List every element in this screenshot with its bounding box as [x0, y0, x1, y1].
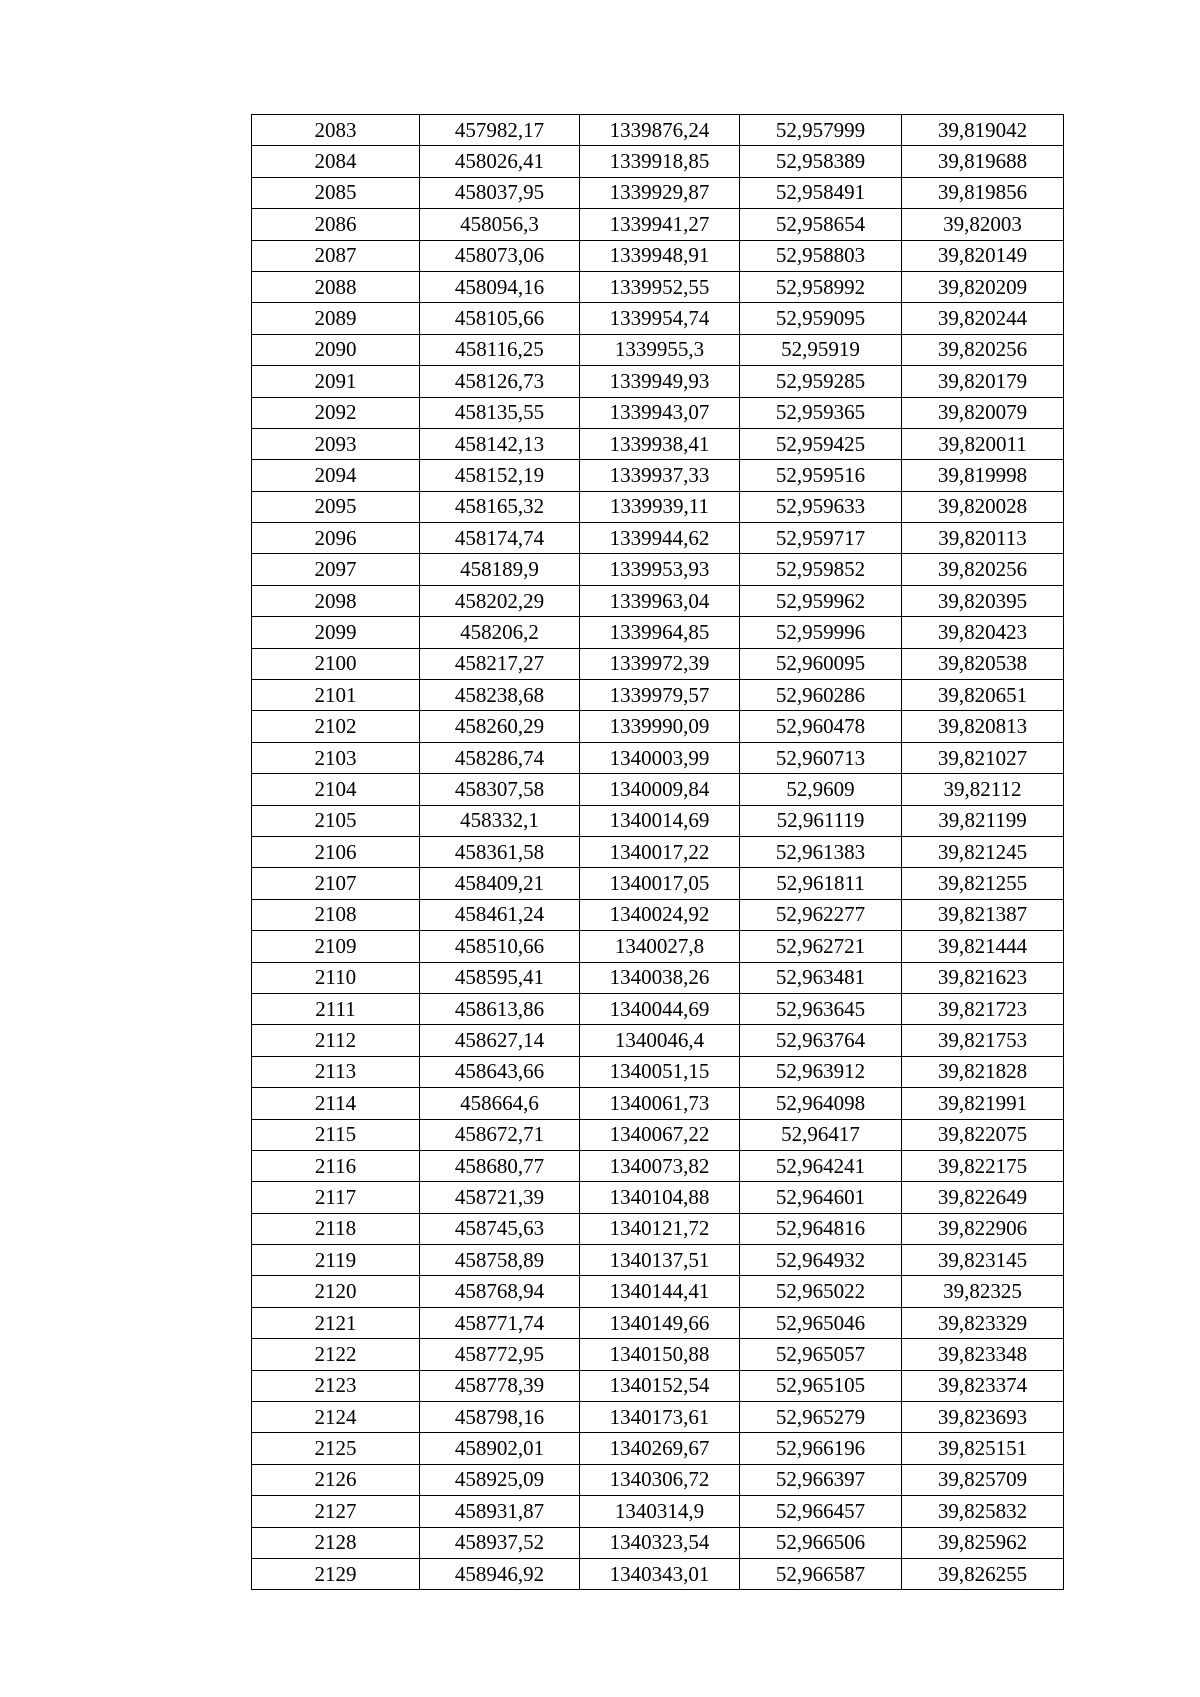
y-coordinate-cell: 1339954,74	[580, 303, 740, 334]
longitude-cell: 39,821991	[902, 1088, 1064, 1119]
x-coordinate-cell: 458307,58	[420, 774, 580, 805]
longitude-cell: 39,821623	[902, 962, 1064, 993]
x-coordinate-cell: 458613,86	[420, 993, 580, 1024]
point-number-cell: 2116	[252, 1150, 420, 1181]
longitude-cell: 39,821245	[902, 836, 1064, 867]
x-coordinate-cell: 458126,73	[420, 366, 580, 397]
point-number-cell: 2086	[252, 209, 420, 240]
point-number-cell: 2105	[252, 805, 420, 836]
longitude-cell: 39,820149	[902, 240, 1064, 271]
latitude-cell: 52,965279	[740, 1402, 902, 1433]
y-coordinate-cell: 1340104,88	[580, 1182, 740, 1213]
longitude-cell: 39,826255	[902, 1558, 1064, 1589]
longitude-cell: 39,825709	[902, 1464, 1064, 1495]
latitude-cell: 52,963481	[740, 962, 902, 993]
latitude-cell: 52,966196	[740, 1433, 902, 1464]
table-row	[252, 146, 1064, 177]
table-row	[252, 271, 1064, 302]
table-row	[252, 585, 1064, 616]
y-coordinate-cell: 1340009,84	[580, 774, 740, 805]
x-coordinate-cell: 458510,66	[420, 931, 580, 962]
longitude-cell: 39,825151	[902, 1433, 1064, 1464]
x-coordinate-cell: 458925,09	[420, 1464, 580, 1495]
point-number-cell: 2094	[252, 460, 420, 491]
y-coordinate-cell: 1340027,8	[580, 931, 740, 962]
x-coordinate-cell: 458152,19	[420, 460, 580, 491]
longitude-cell: 39,820179	[902, 366, 1064, 397]
table-row	[252, 334, 1064, 365]
x-coordinate-cell: 458332,1	[420, 805, 580, 836]
latitude-cell: 52,957999	[740, 115, 902, 146]
longitude-cell: 39,823329	[902, 1307, 1064, 1338]
table-row	[252, 177, 1064, 208]
x-coordinate-cell: 458595,41	[420, 962, 580, 993]
point-number-cell: 2097	[252, 554, 420, 585]
table-row	[252, 1464, 1064, 1495]
point-number-cell: 2114	[252, 1088, 420, 1119]
table-row	[252, 1119, 1064, 1150]
point-number-cell: 2119	[252, 1245, 420, 1276]
table-row	[252, 836, 1064, 867]
table-row	[252, 397, 1064, 428]
latitude-cell: 52,958491	[740, 177, 902, 208]
table-row	[252, 428, 1064, 459]
latitude-cell: 52,964098	[740, 1088, 902, 1119]
point-number-cell: 2099	[252, 617, 420, 648]
longitude-cell: 39,820028	[902, 491, 1064, 522]
x-coordinate-cell: 458094,16	[420, 271, 580, 302]
latitude-cell: 52,961383	[740, 836, 902, 867]
latitude-cell: 52,963645	[740, 993, 902, 1024]
point-number-cell: 2102	[252, 711, 420, 742]
point-number-cell: 2095	[252, 491, 420, 522]
table-row	[252, 1307, 1064, 1338]
table-row	[252, 680, 1064, 711]
longitude-cell: 39,822906	[902, 1213, 1064, 1244]
latitude-cell: 52,959633	[740, 491, 902, 522]
y-coordinate-cell: 1339929,87	[580, 177, 740, 208]
y-coordinate-cell: 1340017,22	[580, 836, 740, 867]
table-row	[252, 554, 1064, 585]
longitude-cell: 39,819856	[902, 177, 1064, 208]
y-coordinate-cell: 1340149,66	[580, 1307, 740, 1338]
point-number-cell: 2084	[252, 146, 420, 177]
longitude-cell: 39,820651	[902, 680, 1064, 711]
point-number-cell: 2087	[252, 240, 420, 271]
point-number-cell: 2083	[252, 115, 420, 146]
y-coordinate-cell: 1339963,04	[580, 585, 740, 616]
longitude-cell: 39,820011	[902, 428, 1064, 459]
point-number-cell: 2091	[252, 366, 420, 397]
point-number-cell: 2115	[252, 1119, 420, 1150]
point-number-cell: 2101	[252, 680, 420, 711]
y-coordinate-cell: 1340314,9	[580, 1496, 740, 1527]
y-coordinate-cell: 1340121,72	[580, 1213, 740, 1244]
x-coordinate-cell: 458174,74	[420, 523, 580, 554]
table-row	[252, 742, 1064, 773]
latitude-cell: 52,959095	[740, 303, 902, 334]
latitude-cell: 52,966506	[740, 1527, 902, 1558]
latitude-cell: 52,959365	[740, 397, 902, 428]
table-row	[252, 868, 1064, 899]
latitude-cell: 52,960286	[740, 680, 902, 711]
table-row	[252, 209, 1064, 240]
x-coordinate-cell: 458931,87	[420, 1496, 580, 1527]
y-coordinate-cell: 1340051,15	[580, 1056, 740, 1087]
y-coordinate-cell: 1340044,69	[580, 993, 740, 1024]
x-coordinate-cell: 458758,89	[420, 1245, 580, 1276]
y-coordinate-cell: 1340003,99	[580, 742, 740, 773]
longitude-cell: 39,823348	[902, 1339, 1064, 1370]
latitude-cell: 52,958803	[740, 240, 902, 271]
longitude-cell: 39,819998	[902, 460, 1064, 491]
table-row	[252, 366, 1064, 397]
point-number-cell: 2104	[252, 774, 420, 805]
coordinates-table	[251, 114, 1064, 1590]
point-number-cell: 2113	[252, 1056, 420, 1087]
latitude-cell: 52,959717	[740, 523, 902, 554]
y-coordinate-cell: 1339937,33	[580, 460, 740, 491]
point-number-cell: 2112	[252, 1025, 420, 1056]
x-coordinate-cell: 458202,29	[420, 585, 580, 616]
y-coordinate-cell: 1339939,11	[580, 491, 740, 522]
table-row	[252, 899, 1064, 930]
table-row	[252, 962, 1064, 993]
x-coordinate-cell: 458286,74	[420, 742, 580, 773]
longitude-cell: 39,820209	[902, 271, 1064, 302]
y-coordinate-cell: 1339943,07	[580, 397, 740, 428]
table-row	[252, 1527, 1064, 1558]
longitude-cell: 39,821027	[902, 742, 1064, 773]
y-coordinate-cell: 1340173,61	[580, 1402, 740, 1433]
table-row	[252, 1276, 1064, 1307]
coordinates-table-body	[252, 115, 1064, 1590]
longitude-cell: 39,821387	[902, 899, 1064, 930]
x-coordinate-cell: 458056,3	[420, 209, 580, 240]
point-number-cell: 2107	[252, 868, 420, 899]
y-coordinate-cell: 1340014,69	[580, 805, 740, 836]
point-number-cell: 2098	[252, 585, 420, 616]
point-number-cell: 2121	[252, 1307, 420, 1338]
y-coordinate-cell: 1339918,85	[580, 146, 740, 177]
y-coordinate-cell: 1339953,93	[580, 554, 740, 585]
y-coordinate-cell: 1340269,67	[580, 1433, 740, 1464]
table-row	[252, 931, 1064, 962]
point-number-cell: 2093	[252, 428, 420, 459]
x-coordinate-cell: 458672,71	[420, 1119, 580, 1150]
table-row	[252, 1056, 1064, 1087]
longitude-cell: 39,821753	[902, 1025, 1064, 1056]
point-number-cell: 2092	[252, 397, 420, 428]
table-row	[252, 805, 1064, 836]
point-number-cell: 2106	[252, 836, 420, 867]
longitude-cell: 39,821828	[902, 1056, 1064, 1087]
x-coordinate-cell: 458238,68	[420, 680, 580, 711]
longitude-cell: 39,822075	[902, 1119, 1064, 1150]
table-row	[252, 774, 1064, 805]
longitude-cell: 39,82325	[902, 1276, 1064, 1307]
latitude-cell: 52,966457	[740, 1496, 902, 1527]
latitude-cell: 52,965105	[740, 1370, 902, 1401]
table-row	[252, 648, 1064, 679]
x-coordinate-cell: 458680,77	[420, 1150, 580, 1181]
longitude-cell: 39,821255	[902, 868, 1064, 899]
table-row	[252, 491, 1064, 522]
table-row	[252, 1213, 1064, 1244]
longitude-cell: 39,821199	[902, 805, 1064, 836]
x-coordinate-cell: 458643,66	[420, 1056, 580, 1087]
x-coordinate-cell: 458142,13	[420, 428, 580, 459]
x-coordinate-cell: 458798,16	[420, 1402, 580, 1433]
x-coordinate-cell: 458771,74	[420, 1307, 580, 1338]
y-coordinate-cell: 1340061,73	[580, 1088, 740, 1119]
point-number-cell: 2110	[252, 962, 420, 993]
x-coordinate-cell: 458189,9	[420, 554, 580, 585]
longitude-cell: 39,823145	[902, 1245, 1064, 1276]
y-coordinate-cell: 1340038,26	[580, 962, 740, 993]
longitude-cell: 39,820244	[902, 303, 1064, 334]
table-row	[252, 1150, 1064, 1181]
table-row	[252, 1370, 1064, 1401]
x-coordinate-cell: 458461,24	[420, 899, 580, 930]
point-number-cell: 2128	[252, 1527, 420, 1558]
y-coordinate-cell: 1340343,01	[580, 1558, 740, 1589]
latitude-cell: 52,964816	[740, 1213, 902, 1244]
latitude-cell: 52,964932	[740, 1245, 902, 1276]
table-row	[252, 1402, 1064, 1433]
longitude-cell: 39,820079	[902, 397, 1064, 428]
y-coordinate-cell: 1339964,85	[580, 617, 740, 648]
y-coordinate-cell: 1339948,91	[580, 240, 740, 271]
latitude-cell: 52,964241	[740, 1150, 902, 1181]
latitude-cell: 52,959285	[740, 366, 902, 397]
point-number-cell: 2103	[252, 742, 420, 773]
latitude-cell: 52,961119	[740, 805, 902, 836]
longitude-cell: 39,823374	[902, 1370, 1064, 1401]
y-coordinate-cell: 1340073,82	[580, 1150, 740, 1181]
y-coordinate-cell: 1340150,88	[580, 1339, 740, 1370]
longitude-cell: 39,820538	[902, 648, 1064, 679]
longitude-cell: 39,82003	[902, 209, 1064, 240]
table-row	[252, 1088, 1064, 1119]
y-coordinate-cell: 1339941,27	[580, 209, 740, 240]
longitude-cell: 39,819688	[902, 146, 1064, 177]
x-coordinate-cell: 458165,32	[420, 491, 580, 522]
longitude-cell: 39,821723	[902, 993, 1064, 1024]
x-coordinate-cell: 458105,66	[420, 303, 580, 334]
latitude-cell: 52,962721	[740, 931, 902, 962]
table-row	[252, 1182, 1064, 1213]
x-coordinate-cell: 458409,21	[420, 868, 580, 899]
table-row	[252, 711, 1064, 742]
longitude-cell: 39,820113	[902, 523, 1064, 554]
latitude-cell: 52,959516	[740, 460, 902, 491]
point-number-cell: 2090	[252, 334, 420, 365]
point-number-cell: 2129	[252, 1558, 420, 1589]
y-coordinate-cell: 1340067,22	[580, 1119, 740, 1150]
latitude-cell: 52,959425	[740, 428, 902, 459]
y-coordinate-cell: 1340017,05	[580, 868, 740, 899]
x-coordinate-cell: 458902,01	[420, 1433, 580, 1464]
point-number-cell: 2123	[252, 1370, 420, 1401]
longitude-cell: 39,822649	[902, 1182, 1064, 1213]
latitude-cell: 52,959996	[740, 617, 902, 648]
latitude-cell: 52,961811	[740, 868, 902, 899]
x-coordinate-cell: 458664,6	[420, 1088, 580, 1119]
y-coordinate-cell: 1340306,72	[580, 1464, 740, 1495]
longitude-cell: 39,82112	[902, 774, 1064, 805]
y-coordinate-cell: 1339952,55	[580, 271, 740, 302]
latitude-cell: 52,958654	[740, 209, 902, 240]
latitude-cell: 52,965057	[740, 1339, 902, 1370]
table-row	[252, 1245, 1064, 1276]
table-row	[252, 460, 1064, 491]
latitude-cell: 52,963764	[740, 1025, 902, 1056]
x-coordinate-cell: 458721,39	[420, 1182, 580, 1213]
x-coordinate-cell: 458026,41	[420, 146, 580, 177]
y-coordinate-cell: 1340137,51	[580, 1245, 740, 1276]
table-row	[252, 523, 1064, 554]
point-number-cell: 2089	[252, 303, 420, 334]
longitude-cell: 39,823693	[902, 1402, 1064, 1433]
point-number-cell: 2096	[252, 523, 420, 554]
x-coordinate-cell: 458768,94	[420, 1276, 580, 1307]
point-number-cell: 2125	[252, 1433, 420, 1464]
table-row	[252, 1025, 1064, 1056]
longitude-cell: 39,825832	[902, 1496, 1064, 1527]
point-number-cell: 2126	[252, 1464, 420, 1495]
table-row	[252, 115, 1064, 146]
table-row	[252, 240, 1064, 271]
y-coordinate-cell: 1339876,24	[580, 115, 740, 146]
y-coordinate-cell: 1339990,09	[580, 711, 740, 742]
point-number-cell: 2124	[252, 1402, 420, 1433]
y-coordinate-cell: 1340144,41	[580, 1276, 740, 1307]
table-row	[252, 1558, 1064, 1589]
x-coordinate-cell: 458116,25	[420, 334, 580, 365]
latitude-cell: 52,96417	[740, 1119, 902, 1150]
longitude-cell: 39,820256	[902, 334, 1064, 365]
y-coordinate-cell: 1340024,92	[580, 899, 740, 930]
x-coordinate-cell: 458260,29	[420, 711, 580, 742]
latitude-cell: 52,963912	[740, 1056, 902, 1087]
longitude-cell: 39,820423	[902, 617, 1064, 648]
x-coordinate-cell: 458627,14	[420, 1025, 580, 1056]
table-row	[252, 1496, 1064, 1527]
x-coordinate-cell: 458946,92	[420, 1558, 580, 1589]
table-row	[252, 1433, 1064, 1464]
longitude-cell: 39,822175	[902, 1150, 1064, 1181]
longitude-cell: 39,820813	[902, 711, 1064, 742]
table-row	[252, 303, 1064, 334]
x-coordinate-cell: 458361,58	[420, 836, 580, 867]
y-coordinate-cell: 1339972,39	[580, 648, 740, 679]
x-coordinate-cell: 458745,63	[420, 1213, 580, 1244]
latitude-cell: 52,958992	[740, 271, 902, 302]
table-row	[252, 993, 1064, 1024]
latitude-cell: 52,960095	[740, 648, 902, 679]
point-number-cell: 2109	[252, 931, 420, 962]
x-coordinate-cell: 458037,95	[420, 177, 580, 208]
x-coordinate-cell: 458937,52	[420, 1527, 580, 1558]
x-coordinate-cell: 458778,39	[420, 1370, 580, 1401]
point-number-cell: 2111	[252, 993, 420, 1024]
longitude-cell: 39,820256	[902, 554, 1064, 585]
x-coordinate-cell: 458206,2	[420, 617, 580, 648]
point-number-cell: 2120	[252, 1276, 420, 1307]
point-number-cell: 2085	[252, 177, 420, 208]
point-number-cell: 2108	[252, 899, 420, 930]
latitude-cell: 52,958389	[740, 146, 902, 177]
latitude-cell: 52,965022	[740, 1276, 902, 1307]
latitude-cell: 52,95919	[740, 334, 902, 365]
longitude-cell: 39,825962	[902, 1527, 1064, 1558]
point-number-cell: 2127	[252, 1496, 420, 1527]
x-coordinate-cell: 458135,55	[420, 397, 580, 428]
point-number-cell: 2122	[252, 1339, 420, 1370]
y-coordinate-cell: 1339949,93	[580, 366, 740, 397]
latitude-cell: 52,960713	[740, 742, 902, 773]
point-number-cell: 2088	[252, 271, 420, 302]
point-number-cell: 2117	[252, 1182, 420, 1213]
latitude-cell: 52,962277	[740, 899, 902, 930]
longitude-cell: 39,821444	[902, 931, 1064, 962]
latitude-cell: 52,959962	[740, 585, 902, 616]
longitude-cell: 39,819042	[902, 115, 1064, 146]
latitude-cell: 52,960478	[740, 711, 902, 742]
x-coordinate-cell: 458772,95	[420, 1339, 580, 1370]
latitude-cell: 52,965046	[740, 1307, 902, 1338]
x-coordinate-cell: 457982,17	[420, 115, 580, 146]
latitude-cell: 52,9609	[740, 774, 902, 805]
table-row	[252, 1339, 1064, 1370]
latitude-cell: 52,964601	[740, 1182, 902, 1213]
y-coordinate-cell: 1340323,54	[580, 1527, 740, 1558]
y-coordinate-cell: 1339938,41	[580, 428, 740, 459]
y-coordinate-cell: 1339955,3	[580, 334, 740, 365]
point-number-cell: 2118	[252, 1213, 420, 1244]
y-coordinate-cell: 1340046,4	[580, 1025, 740, 1056]
latitude-cell: 52,959852	[740, 554, 902, 585]
latitude-cell: 52,966397	[740, 1464, 902, 1495]
x-coordinate-cell: 458073,06	[420, 240, 580, 271]
y-coordinate-cell: 1340152,54	[580, 1370, 740, 1401]
point-number-cell: 2100	[252, 648, 420, 679]
x-coordinate-cell: 458217,27	[420, 648, 580, 679]
latitude-cell: 52,966587	[740, 1558, 902, 1589]
longitude-cell: 39,820395	[902, 585, 1064, 616]
table-row	[252, 617, 1064, 648]
y-coordinate-cell: 1339979,57	[580, 680, 740, 711]
y-coordinate-cell: 1339944,62	[580, 523, 740, 554]
